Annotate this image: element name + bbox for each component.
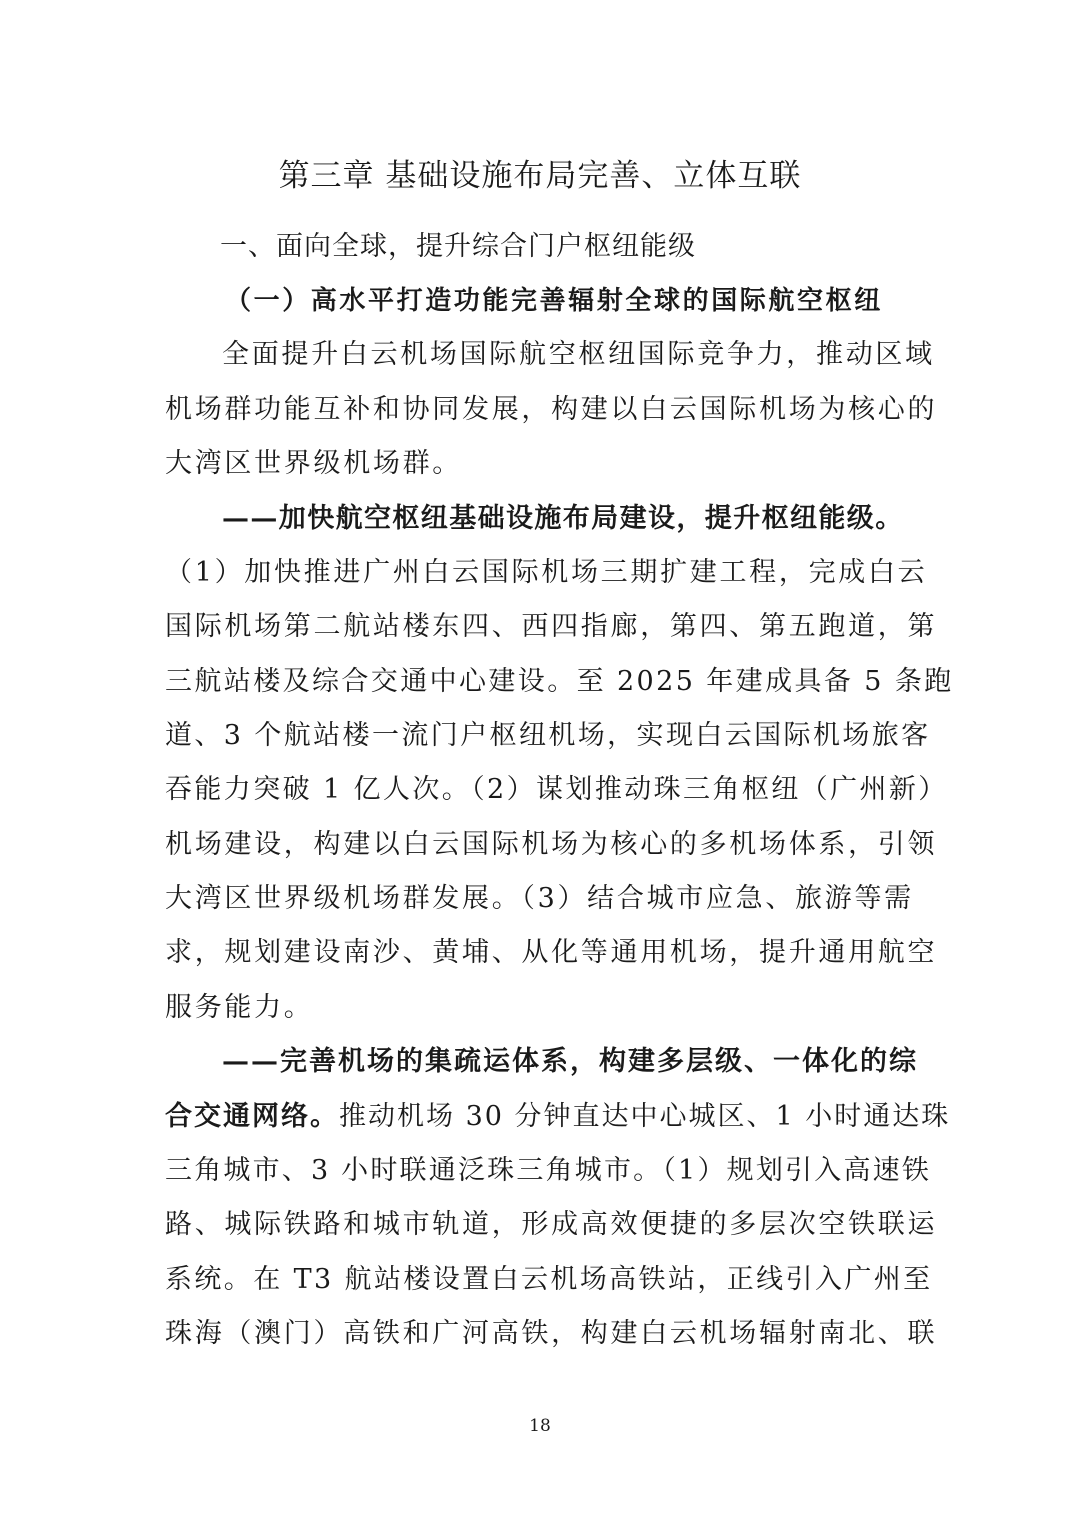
paragraph-line <box>165 1090 950 1144</box>
paragraph-line: 三角城市、3 小时联通泛珠三角城市。（1）规划引入高速铁 <box>165 1155 932 1186</box>
paragraph-line: 道、3 个航站楼一流门户枢纽机场，实现白云国际机场旅客 <box>165 720 931 751</box>
paragraph-line: 全面提升白云机场国际航空枢纽国际竞争力，推动区域 <box>222 339 935 370</box>
paragraph-line: 大湾区世界级机场群发展。（3）结合城市应急、旅游等需 <box>165 883 914 914</box>
bold-heading-line: ——完善机场的集疏运体系，构建多层级、一体化的综 <box>222 1046 918 1077</box>
bold-heading-line: ——加快航空枢纽基础设施布局建设，提升枢纽能级。 <box>222 503 904 534</box>
paragraph-line: 求，规划建设南沙、黄埔、从化等通用机场，提升通用航空 <box>165 937 938 968</box>
line-text: 推动机场 30 分钟直达中心城区、1 小时通达珠 <box>339 1101 951 1132</box>
paragraph-line: 珠海（澳门）高铁和广河高铁，构建白云机场辐射南北、联 <box>165 1318 938 1349</box>
paragraph-line: 国际机场第二航站楼东四、西四指廊，第四、第五跑道，第 <box>165 611 938 642</box>
bold-lead-text: 合交通网络。 <box>165 1101 339 1132</box>
paragraph-line: （1）加快推进广州白云国际机场三期扩建工程，完成白云 <box>165 557 928 588</box>
page-number: 18 <box>529 1416 551 1436</box>
paragraph-line: 机场群功能互补和协同发展，构建以白云国际机场为核心的 <box>165 394 938 425</box>
paragraph-line: 服务能力。 <box>165 992 314 1023</box>
paragraph-line: 路、城际铁路和城市轨道，形成高效便捷的多层次空铁联运 <box>165 1209 938 1240</box>
paragraph-line: 系统。在 T3 航站楼设置白云机场高铁站，正线引入广州至 <box>165 1264 933 1295</box>
paragraph-line: 大湾区世界级机场群。 <box>165 448 462 479</box>
paragraph-line: 机场建设，构建以白云国际机场为核心的多机场体系，引领 <box>165 829 938 860</box>
section-title: 一、面向全球，提升综合门户枢纽能级 <box>220 231 696 262</box>
paragraph-line: 三航站楼及综合交通中心建设。至 2025 年建成具备 5 条跑 <box>165 666 954 697</box>
chapter-title: 第三章 基础设施布局完善、立体互联 <box>278 158 802 194</box>
paragraph-line: 吞能力突破 1 亿人次。（2）谋划推动珠三角枢纽（广州新） <box>165 774 948 805</box>
subsection-title: （一）高水平打造功能完善辐射全球的国际航空枢纽 <box>225 286 883 316</box>
